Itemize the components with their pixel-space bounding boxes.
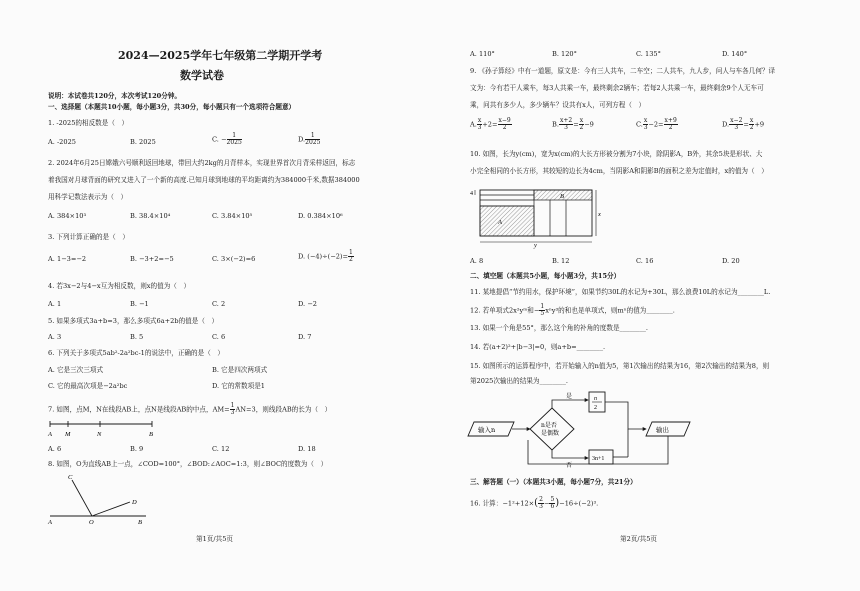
question-5-option-b: B. 5 [130,333,144,341]
question-9-option-d: D. $\frac{x-2}{3}$ = $\frac{x}{2}$ +9 [722,117,765,131]
question-2-line-3: 用科学记数法表示为（ ） [48,193,128,201]
flow-no-label: 否 [566,462,573,469]
question-8-option-d: D. 140° [722,50,748,58]
angle-label-c: C [68,474,73,481]
question-3-option-d: D. (−4)÷(−2)= $\frac{1}{2}$ [298,249,353,263]
exam-title: 2024—2025学年七年级第二学期开学考 [118,49,323,62]
question-3-option-a: A. 1−3=−2 [48,255,87,263]
question-2-option-d: D. 0.384×10⁶ [298,212,343,220]
question-5-stem: 5. 如果多项式3a+b=3，那么多项式6a+2b的值是（ ） [48,317,219,325]
question-7-option-d: D. 18 [298,445,316,453]
segment-label-m: M [65,431,71,438]
figure-label-four: 4 [470,191,473,197]
question-7-option-c: C. 12 [212,445,230,453]
section-heading-fill: 二、填空题（本题共5小题，每小题3分，共15分） [470,272,621,280]
section-heading-choice: 一、选择题（本题共10小题，每小题3分，共30分，每小题只有一个选项符合题意） [48,103,296,111]
angle-label-b: B [138,519,142,526]
segment-figure [48,418,158,440]
question-9-line-1: 9. 《孙子算经》中有一道题，原文是：今有三人共车，二车空；二人共车，九人步，问人与车各几何？译 [470,67,776,75]
question-9-line-3: 乘，问共有多少人，多少辆车？设共有x人，可列方程（ ） [470,101,646,109]
flow-half-den: 2 [594,405,597,411]
question-2-option-a: A. 384×10³ [48,212,87,220]
question-9-option-a: A. $\frac{x}{3}$ +2= $\frac{x-9}{2}$ [470,117,511,131]
question-1-option-a: A. -2025 [48,138,76,146]
question-9-option-c: C. $\frac{x}{3}$ −2= $\frac{x+9}{2}$ [636,117,677,131]
question-7-stem: 7. 如图，点M，N在线段AB上，点N是线段AB的中点，AM= $\frac{1}{3}$ AN=3，则线段AB的长为（ ） [48,402,332,416]
question-10-option-b: B. 12 [552,257,570,265]
angle-label-d: D [132,499,137,506]
question-2-line-1: 2. 2024年6月25日嫦娥六号顺利返回地球，带回大约2kg的月背样本，实现世界首次月背采样返回，标志 [48,159,356,167]
question-2-option-c: C. 3.84×10⁵ [212,212,253,220]
question-10-option-d: D. 20 [722,257,740,265]
question-1-option-d: D. $\frac{1}{2025}$ [298,132,321,146]
question-3-option-c: C. 3×(−2)=6 [212,255,256,263]
question-7-option-a: A. 6 [48,445,62,453]
flow-output-label: 输出 [656,426,669,434]
section-heading-solve: 三、解答题（一）（本题共3小题，每小题7分，共21分） [470,478,637,486]
question-13: 13. 如果一个角是55°，那么这个角的补角的度数是________. [470,324,649,332]
question-6-stem: 6. 下列关于多项式5ab²-2a²bc-1的说法中，正确的是（ ） [48,349,224,357]
exam-subject: 数学试卷 [180,69,224,82]
question-10-option-c: C. 16 [636,257,654,265]
question-4-option-d: D. −2 [298,300,317,308]
angle-figure [48,470,158,526]
question-4-stem: 4. 若3x−2与4−x互为相反数，则x的值为（ ） [48,282,191,290]
question-4-option-c: C. 2 [212,300,226,308]
question-9-line-2: 文为：今有若干人乘车，每3人共乘一车，最终剩余2辆车；若每2人共乘一车，最终剩余9个人无车可 [470,84,764,92]
question-8-option-a: A. 110° [470,50,495,58]
question-10-line-2: 小完全相同的小长方形，其较短的边长为4cm，当阴影A和阴影B的面积之差为定值时，x的值为（ ） [470,167,768,175]
question-10-line-1: 10. 如图，长为y(cm)，宽为x(cm)的大长方形被分割为7小块，除阴影A，B外，其余5块是形状、大 [470,150,763,158]
question-16: 16. 计算：−1²+12×( $\frac{2}{3}$ − $\frac{5}{6}$ )−16÷(−2)³. [470,496,599,510]
flow-input-label: 输入n [478,426,496,434]
question-7-option-b: B. 9 [130,445,144,453]
rectangle-partition-figure [470,186,610,250]
angle-label-o: O [89,519,94,526]
question-14: 14. 若(a+2)²+|b−3|=0，则a+b=________. [470,343,606,351]
question-6-option-d: D. 它的常数项是1 [212,382,266,390]
question-3-option-b: B. −3+2=−5 [130,255,174,263]
question-5-option-c: C. 6 [212,333,226,341]
program-flowchart [468,390,708,470]
question-4-option-b: B. −1 [130,300,149,308]
flow-decision-line-2: 是偶数 [541,430,560,437]
question-2-option-b: B. 38.4×10⁴ [130,212,171,220]
figure-label-a: A [498,219,502,226]
question-12: 12. 若单项式2x²yᵐ和− $\frac{1}{5}$ xⁿy³的和也是单项式，则mⁿ的值为________. [470,303,675,317]
question-10-option-a: A. 8 [470,257,484,265]
figure-label-b: B [560,193,564,200]
segment-label-b: B [149,431,153,438]
question-15-line-1: 15. 如图所示的运算程序中，若开始输入的n值为5，第1次输出的结果为16，第2次输出的结果为8，则 [470,362,770,370]
question-15-line-2: 第2025次输出的结果为________. [470,377,569,385]
question-6-option-b: B. 它是四次两项式 [212,366,268,374]
question-1-stem: 1. -2025的相反数是（ ） [48,119,129,127]
flow-decision-line-1: n是否 [541,422,557,429]
question-1-option-b: B. 2025 [130,138,156,146]
exam-instructions: 说明：本试卷共120分，本次考试120分钟。 [48,92,182,100]
flow-yes-label: 是 [566,393,573,400]
question-8-option-c: C. 135° [636,50,661,58]
question-11: 11. 某地提倡“节约用水，保护环境”，如果节约30L的水记为+30L，那么浪费10L的水记为________L. [470,288,771,296]
question-2-line-2: 着我国对月球背面的研究又进入了一个新的高度.已知月球到地球的平均距离约为384000千米,数据384000 [48,176,360,184]
angle-label-a: A [48,519,52,526]
question-5-option-a: A. 3 [48,333,62,341]
exam-page-2 [430,0,860,591]
figure-label-x: x [598,211,601,218]
question-8-stem: 8. 如图，O为直线AB上一点，∠COD=100°，∠BOD:∠AOC=1:3，则∠BOC的度数为（ ） [48,460,328,468]
question-1-option-c: C. − $\frac{1}{2025}$ [212,132,242,146]
question-5-option-d: D. 7 [298,333,312,341]
figure-label-y: y [534,242,537,249]
question-4-option-a: A. 1 [48,300,62,308]
question-9-option-b: B. $\frac{x+2}{3}$ = $\frac{x}{2}$ −9 [552,117,594,131]
segment-label-a: A [48,431,52,438]
segment-label-n: N [97,431,102,438]
flow-half-num: n [594,396,597,402]
question-3-stem: 3. 下列计算正确的是（ ） [48,233,129,241]
page-footer-2: 第2页/共5页 [620,535,657,543]
question-6-option-c: C. 它的最高次项是−2a²bc [48,382,128,390]
question-6-option-a: A. 它是三次三项式 [48,366,104,374]
flow-odd-label: 3n+1 [592,456,605,462]
page-footer-1: 第1页/共5页 [196,535,233,543]
question-8-option-b: B. 120° [552,50,577,58]
